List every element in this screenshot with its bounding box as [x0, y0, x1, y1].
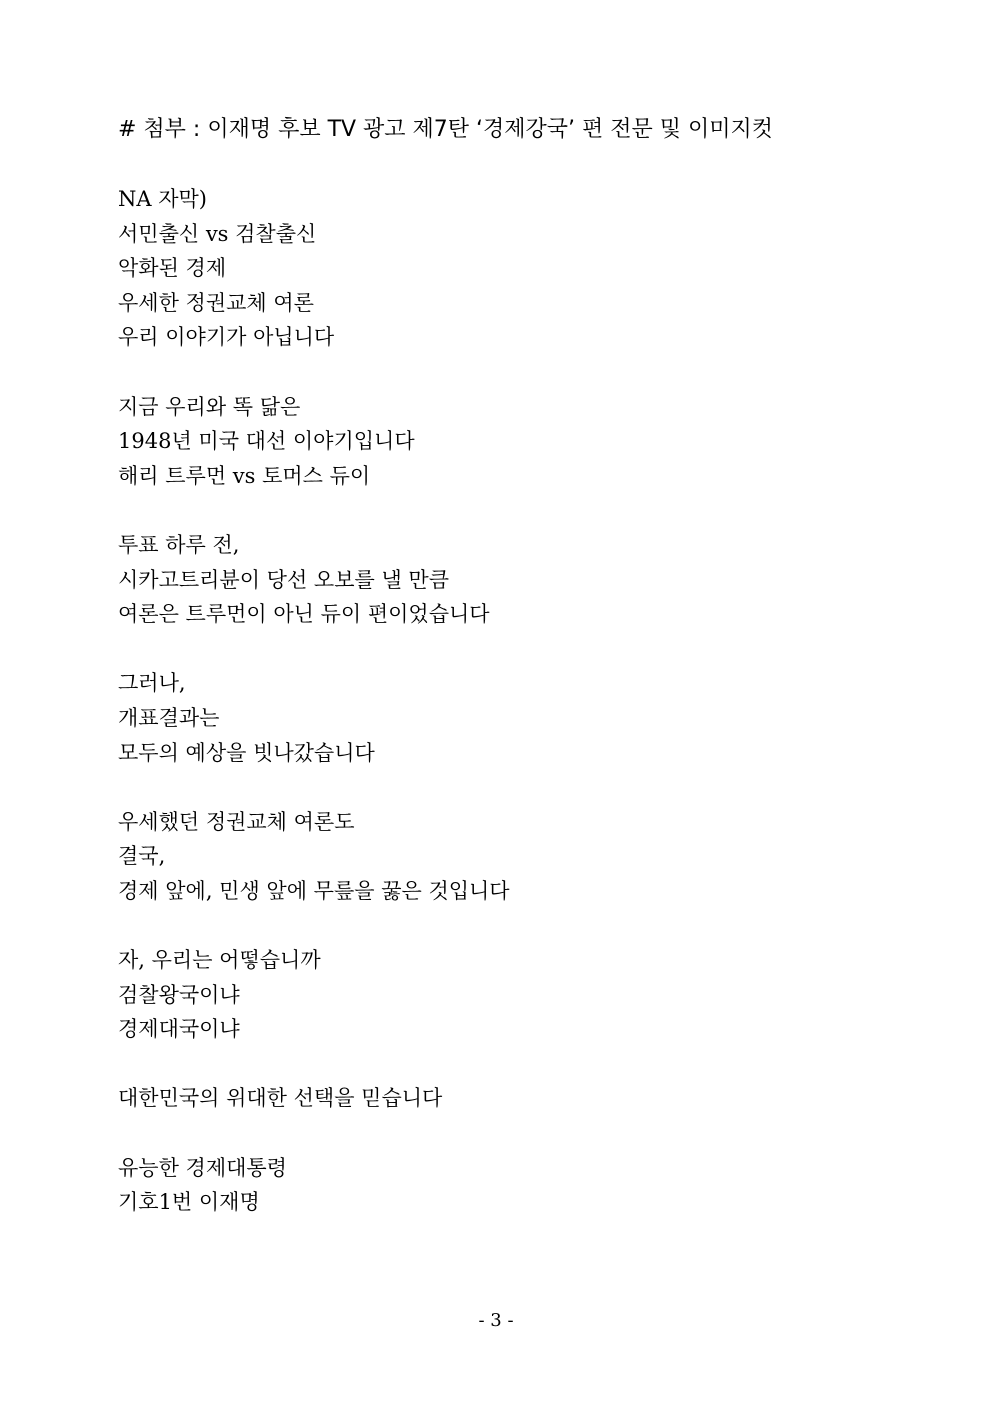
script-line: 모두의 예상을 빗나갔습니다 [118, 740, 375, 765]
attachment-heading: # 첨부 : 이재명 후보 TV 광고 제7탄 ‘경제강국’ 편 전문 및 이미지컷 [118, 117, 774, 142]
script-line: 서민출신 vs 검찰출신 [118, 221, 317, 246]
script-line: 경제 앞에, 민생 앞에 무릎을 꿇은 것입니다 [118, 878, 510, 903]
script-line: 악화된 경제 [118, 256, 227, 281]
script-line: 자, 우리는 어떻습니까 [118, 948, 321, 973]
script-line: 우리 이야기가 아닙니다 [118, 325, 335, 350]
script-line: 개표결과는 [118, 705, 220, 730]
script-line: 시카고트리뷴이 당선 오보를 낼 만큼 [118, 567, 449, 592]
blank-line [118, 1047, 510, 1082]
script-line: 경제대국이냐 [118, 1017, 240, 1042]
script-line: NA 자막) [118, 187, 207, 211]
script-line: 그러나, [118, 671, 186, 696]
blank-line [118, 908, 510, 943]
blank-line [118, 493, 510, 528]
script-line: 투표 하루 전, [118, 532, 240, 557]
blank-line [118, 355, 510, 390]
script-line: 우세했던 정권교체 여론도 [118, 809, 355, 834]
script-line: 1948년 미국 대선 이야기입니다 [118, 429, 415, 454]
script-line: 우세한 정권교체 여론 [118, 290, 314, 315]
ad-script [118, 182, 510, 1220]
blank-line [118, 1116, 510, 1151]
blank-line [118, 632, 510, 667]
script-line: 기호1번 이재명 [118, 1190, 260, 1215]
page-number: - 3 - [478, 1310, 514, 1331]
script-line: 결국, [118, 844, 166, 869]
script-line: 검찰왕국이냐 [118, 982, 240, 1007]
script-line: 유능한 경제대통령 [118, 1155, 287, 1180]
script-line: 여론은 트루먼이 아닌 듀이 편이었습니다 [118, 602, 490, 627]
script-line: 지금 우리와 똑 닮은 [118, 394, 301, 419]
blank-line [118, 770, 510, 805]
script-line: 해리 트루먼 vs 토머스 듀이 [118, 463, 371, 488]
script-line: 대한민국의 위대한 선택을 믿습니다 [118, 1086, 443, 1111]
